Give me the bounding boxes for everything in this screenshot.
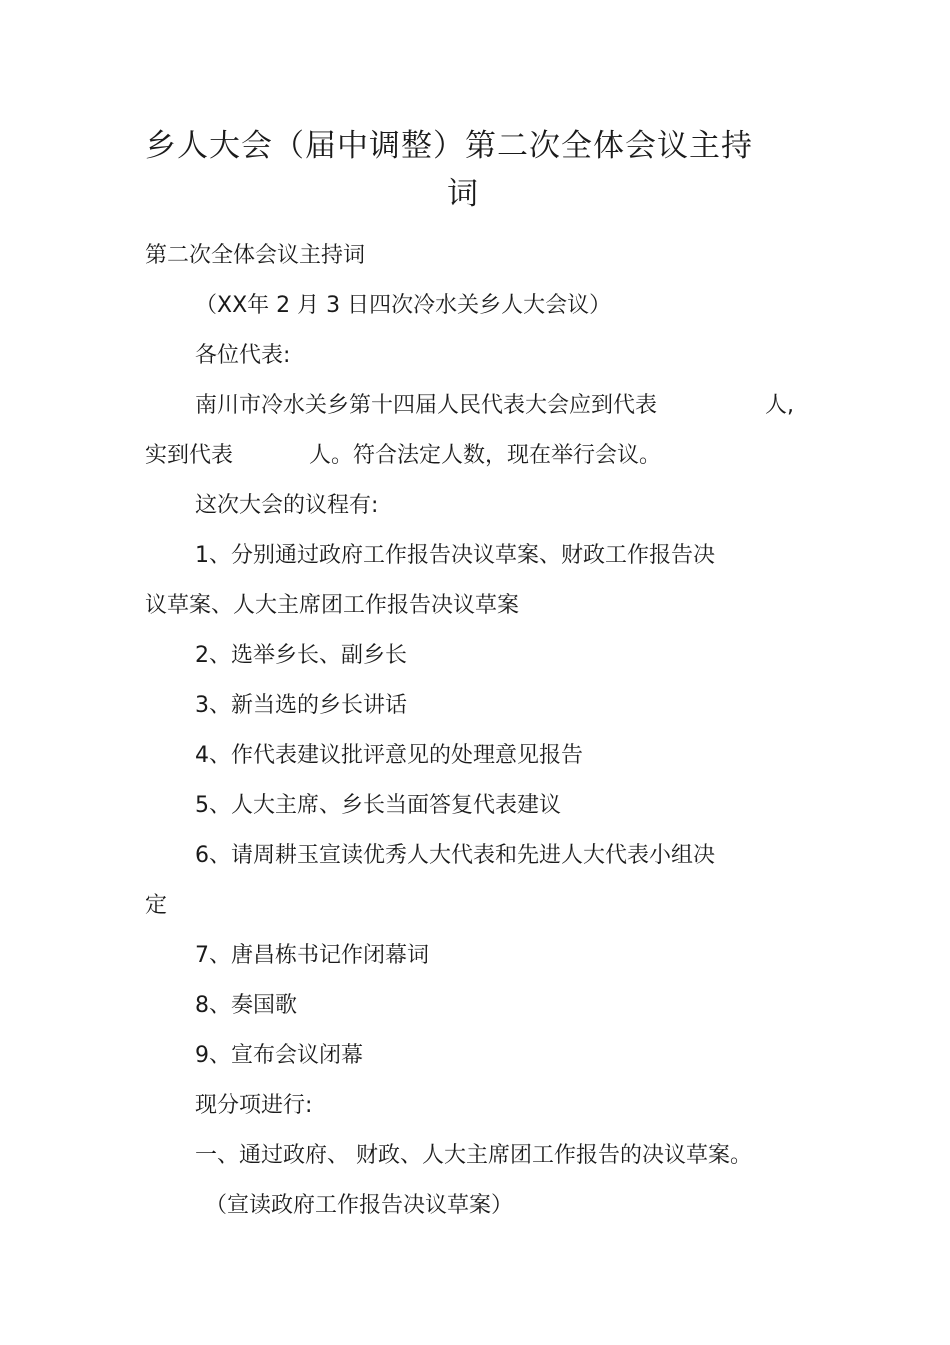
document-title	[145, 122, 805, 218]
section-1-note: （宣读政府工作报告决议草案）	[205, 1193, 514, 1218]
section-1-heading: 一、通过政府、 财政、人大主席团工作报告的决议草案。	[195, 1143, 752, 1168]
attendance-actual-suffix: 人。符合法定人数，现在举行会议。	[309, 443, 662, 468]
agenda-item-5: 5、人大主席、乡长当面答复代表建议	[195, 793, 561, 818]
agenda-item-1-line-1: 1、分别通过政府工作报告决议草案、财政工作报告决	[195, 543, 715, 568]
agenda-item-8: 8、奏国歌	[195, 993, 297, 1018]
agenda-intro: 这次大会的议程有:	[195, 493, 379, 518]
agenda-item-6-line-2: 定	[145, 893, 168, 918]
agenda-item-3: 3、新当选的乡长讲话	[195, 693, 407, 718]
date-note: （XX年 2 月 3 日四次冷水关乡人大会议）	[195, 293, 612, 318]
attendance-actual-text: 实到代表	[145, 443, 234, 468]
title-line-2: 词	[447, 176, 479, 212]
title-line-1: 乡人大会（届中调整）第二次全体会议主持	[145, 128, 753, 164]
agenda-item-1-line-2: 议草案、人大主席团工作报告决议草案	[145, 593, 520, 618]
attendance-line-2	[145, 441, 661, 471]
attendance-expected-text: 南川市冷水关乡第十四届人民代表大会应到代表	[195, 393, 658, 418]
proceed-text: 现分项进行:	[195, 1093, 313, 1118]
greeting: 各位代表:	[195, 343, 291, 368]
agenda-item-7: 7、唐昌栋书记作闭幕词	[195, 943, 429, 968]
attendance-expected-suffix: 人,	[765, 393, 795, 418]
agenda-item-9: 9、宣布会议闭幕	[195, 1043, 363, 1068]
attendance-line-1	[195, 391, 794, 421]
agenda-item-2: 2、选举乡长、副乡长	[195, 643, 407, 668]
agenda-item-6-line-1: 6、请周耕玉宣读优秀人大代表和先进人大代表小组决	[195, 843, 715, 868]
subtitle: 第二次全体会议主持词	[145, 243, 366, 268]
agenda-item-4: 4、作代表建议批评意见的处理意见报告	[195, 743, 583, 768]
